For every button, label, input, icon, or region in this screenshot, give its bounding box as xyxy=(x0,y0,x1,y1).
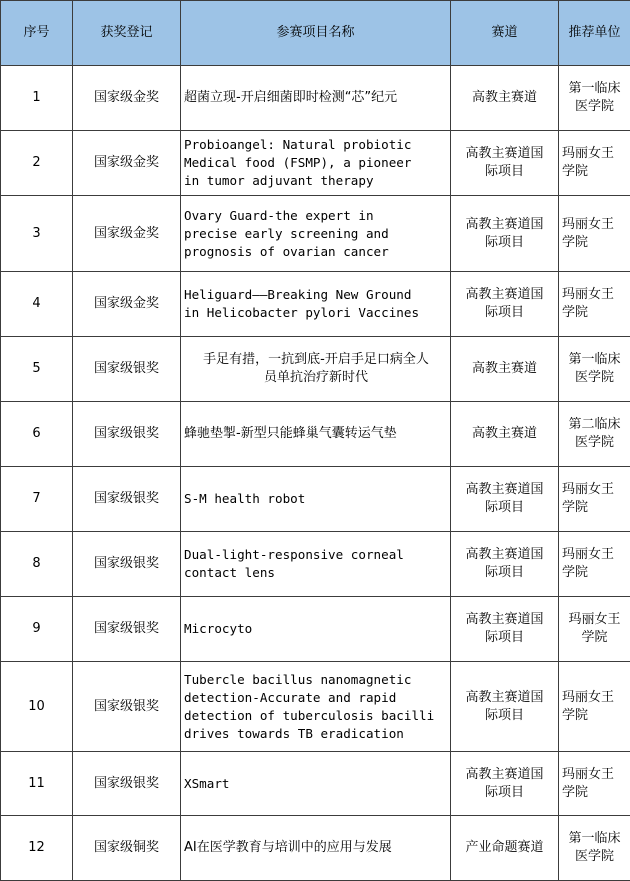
cell-project: 手足有措，一抗到底-开启手足口病全人 员单抗治疗新时代 xyxy=(181,337,451,402)
cell-unit: 玛丽女王 学院 xyxy=(559,662,630,752)
table-row xyxy=(1,597,630,662)
cell-index: 6 xyxy=(1,402,73,467)
cell-track: 高教主赛道国 际项目 xyxy=(451,196,559,272)
cell-index: 10 xyxy=(1,662,73,752)
cell-project: XSmart xyxy=(181,752,451,816)
cell-award: 国家级金奖 xyxy=(73,272,181,337)
cell-unit: 玛丽女王 学院 xyxy=(559,532,630,597)
cell-unit: 玛丽女王 学院 xyxy=(559,272,630,337)
cell-unit: 第二临床 医学院 xyxy=(559,402,630,467)
cell-track: 高教主赛道国 际项目 xyxy=(451,662,559,752)
cell-award: 国家级银奖 xyxy=(73,467,181,532)
cell-index: 12 xyxy=(1,816,73,881)
cell-award: 国家级银奖 xyxy=(73,597,181,662)
cell-index: 2 xyxy=(1,131,73,196)
cell-index: 7 xyxy=(1,467,73,532)
cell-track: 高教主赛道 xyxy=(451,402,559,467)
cell-unit: 玛丽女王 学院 xyxy=(559,752,630,816)
header-project: 参赛项目名称 xyxy=(181,1,451,66)
cell-project: S-M health robot xyxy=(181,467,451,532)
table-row xyxy=(1,196,630,272)
cell-track: 产业命题赛道 xyxy=(451,816,559,881)
table-row xyxy=(1,532,630,597)
table-row xyxy=(1,402,630,467)
cell-award: 国家级铜奖 xyxy=(73,816,181,881)
cell-track: 高教主赛道国 际项目 xyxy=(451,467,559,532)
header-unit: 推荐单位 xyxy=(559,1,630,66)
cell-award: 国家级金奖 xyxy=(73,131,181,196)
cell-project: 蜂驰垫掣-新型只能蜂巢气囊转运气垫 xyxy=(181,402,451,467)
table-row xyxy=(1,816,630,881)
cell-unit: 玛丽女王 学院 xyxy=(559,196,630,272)
cell-index: 4 xyxy=(1,272,73,337)
cell-project: Heliguard——Breaking New Ground in Helicobacter pylori Vaccines xyxy=(181,272,451,337)
cell-index: 11 xyxy=(1,752,73,816)
header-award: 获奖登记 xyxy=(73,1,181,66)
cell-index: 8 xyxy=(1,532,73,597)
cell-project: AI在医学教育与培训中的应用与发展 xyxy=(181,816,451,881)
cell-unit: 玛丽女王 学院 xyxy=(559,131,630,196)
cell-index: 3 xyxy=(1,196,73,272)
cell-award: 国家级金奖 xyxy=(73,66,181,131)
cell-project: Dual-light-responsive corneal contact lens xyxy=(181,532,451,597)
cell-track: 高教主赛道 xyxy=(451,66,559,131)
cell-project: Tubercle bacillus nanomagnetic detection-Accurate and rapid detection of tuberculosis bacilli drives towards TB eradication xyxy=(181,662,451,752)
cell-award: 国家级银奖 xyxy=(73,662,181,752)
cell-unit: 玛丽女王 学院 xyxy=(559,467,630,532)
table-row xyxy=(1,66,630,131)
cell-track: 高教主赛道国 际项目 xyxy=(451,272,559,337)
cell-award: 国家级银奖 xyxy=(73,337,181,402)
cell-index: 1 xyxy=(1,66,73,131)
cell-track: 高教主赛道国 际项目 xyxy=(451,597,559,662)
cell-project: Probioangel: Natural probiotic Medical food (FSMP), a pioneer in tumor adjuvant therapy xyxy=(181,131,451,196)
cell-unit: 第一临床 医学院 xyxy=(559,337,630,402)
cell-index: 9 xyxy=(1,597,73,662)
cell-track: 高教主赛道国 际项目 xyxy=(451,131,559,196)
table-row xyxy=(1,131,630,196)
cell-index: 5 xyxy=(1,337,73,402)
cell-track: 高教主赛道 xyxy=(451,337,559,402)
cell-track: 高教主赛道国 际项目 xyxy=(451,752,559,816)
cell-project: 超菌立现-开启细菌即时检测“芯”纪元 xyxy=(181,66,451,131)
table-row xyxy=(1,662,630,752)
cell-award: 国家级银奖 xyxy=(73,752,181,816)
table-row xyxy=(1,337,630,402)
table-row xyxy=(1,467,630,532)
cell-unit: 第一临床 医学院 xyxy=(559,816,630,881)
table-header-row xyxy=(1,1,630,66)
table-row xyxy=(1,752,630,816)
cell-award: 国家级银奖 xyxy=(73,402,181,467)
cell-track: 高教主赛道国 际项目 xyxy=(451,532,559,597)
header-index: 序号 xyxy=(1,1,73,66)
cell-unit: 玛丽女王 学院 xyxy=(559,597,630,662)
cell-award: 国家级金奖 xyxy=(73,196,181,272)
cell-unit: 第一临床 医学院 xyxy=(559,66,630,131)
header-track: 赛道 xyxy=(451,1,559,66)
cell-project: Ovary Guard-the expert in precise early screening and prognosis of ovarian cancer xyxy=(181,196,451,272)
cell-award: 国家级银奖 xyxy=(73,532,181,597)
cell-project: Microcyto xyxy=(181,597,451,662)
table-row xyxy=(1,272,630,337)
